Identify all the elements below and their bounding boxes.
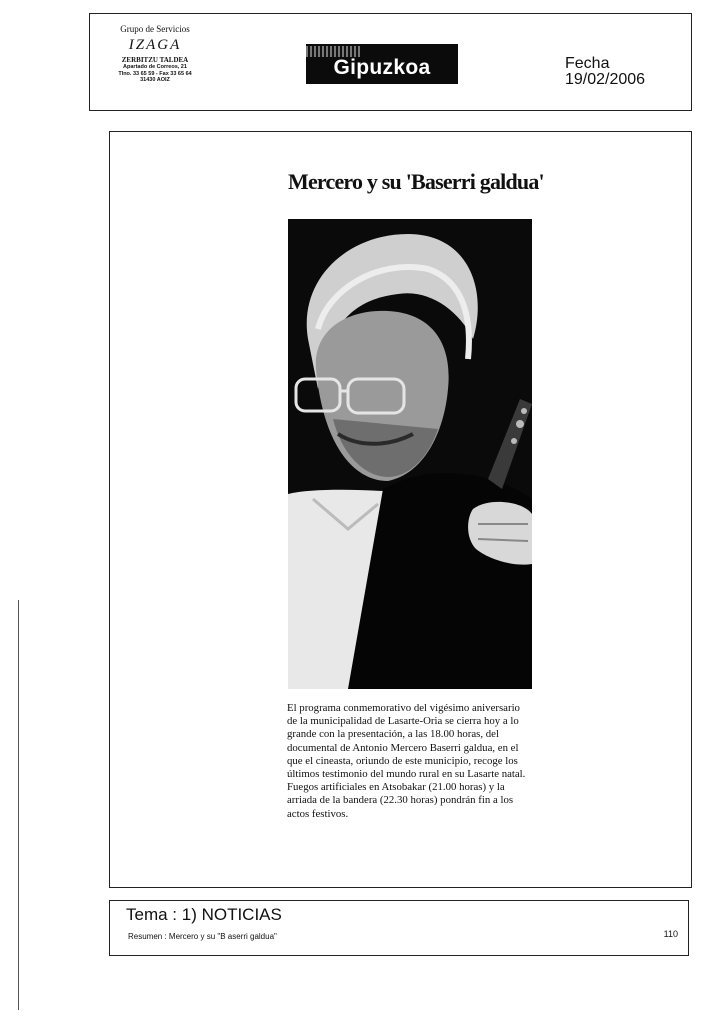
resumen-label: Resumen : Mercero y su "B aserri galdua" bbox=[128, 932, 277, 941]
article-photo bbox=[288, 219, 532, 689]
footer-box bbox=[109, 900, 689, 956]
tema-label: Tema : 1) NOTICIAS bbox=[126, 905, 282, 924]
date-value: 19/02/2006 bbox=[565, 71, 646, 88]
agency-address: Apartado de Correos, 21 bbox=[123, 64, 187, 71]
publication-name: Gipuzkoa bbox=[333, 56, 431, 79]
portrait-photo-icon bbox=[288, 219, 532, 689]
agency-city: 31430 AOIZ bbox=[140, 77, 170, 84]
agency-group: Grupo de Servicios bbox=[120, 24, 190, 34]
agency-phone: Tlno. 33 65 59 - Fax 33 65 64 bbox=[118, 70, 192, 77]
clipping-content-box bbox=[109, 131, 692, 888]
agency-name: IZAGA bbox=[128, 36, 182, 53]
article-body: El programa conmemorativo del vigésimo aniversario de la municipalidad de Lasarte-Oria se cierra hoy a lo grande con la presentación, a las 18.00 horas, del documental de Antonio Mercero Baserri galdua, en el que el cineasta, oriundo de este municipio, recoge los últimos testimonio del mundo rural en su Lasarte natal. Fuegos artificiales en Atsobakar (21.00 horas) y la arriada de la bandera (22.30 horas) pondrán fin a los actos festivos. bbox=[287, 702, 526, 820]
date-block bbox=[565, 56, 645, 88]
page-number: 110 bbox=[663, 929, 678, 939]
agency-sub: ZERBITZU TALDEA bbox=[121, 55, 189, 64]
scan-edge-line bbox=[18, 600, 19, 1010]
header-box bbox=[89, 13, 692, 111]
agency-logo bbox=[96, 24, 214, 84]
article-headline: Mercero y su 'Baserri galdua' bbox=[288, 169, 544, 194]
publication-logo bbox=[306, 44, 458, 84]
date-label: Fecha bbox=[565, 55, 610, 72]
